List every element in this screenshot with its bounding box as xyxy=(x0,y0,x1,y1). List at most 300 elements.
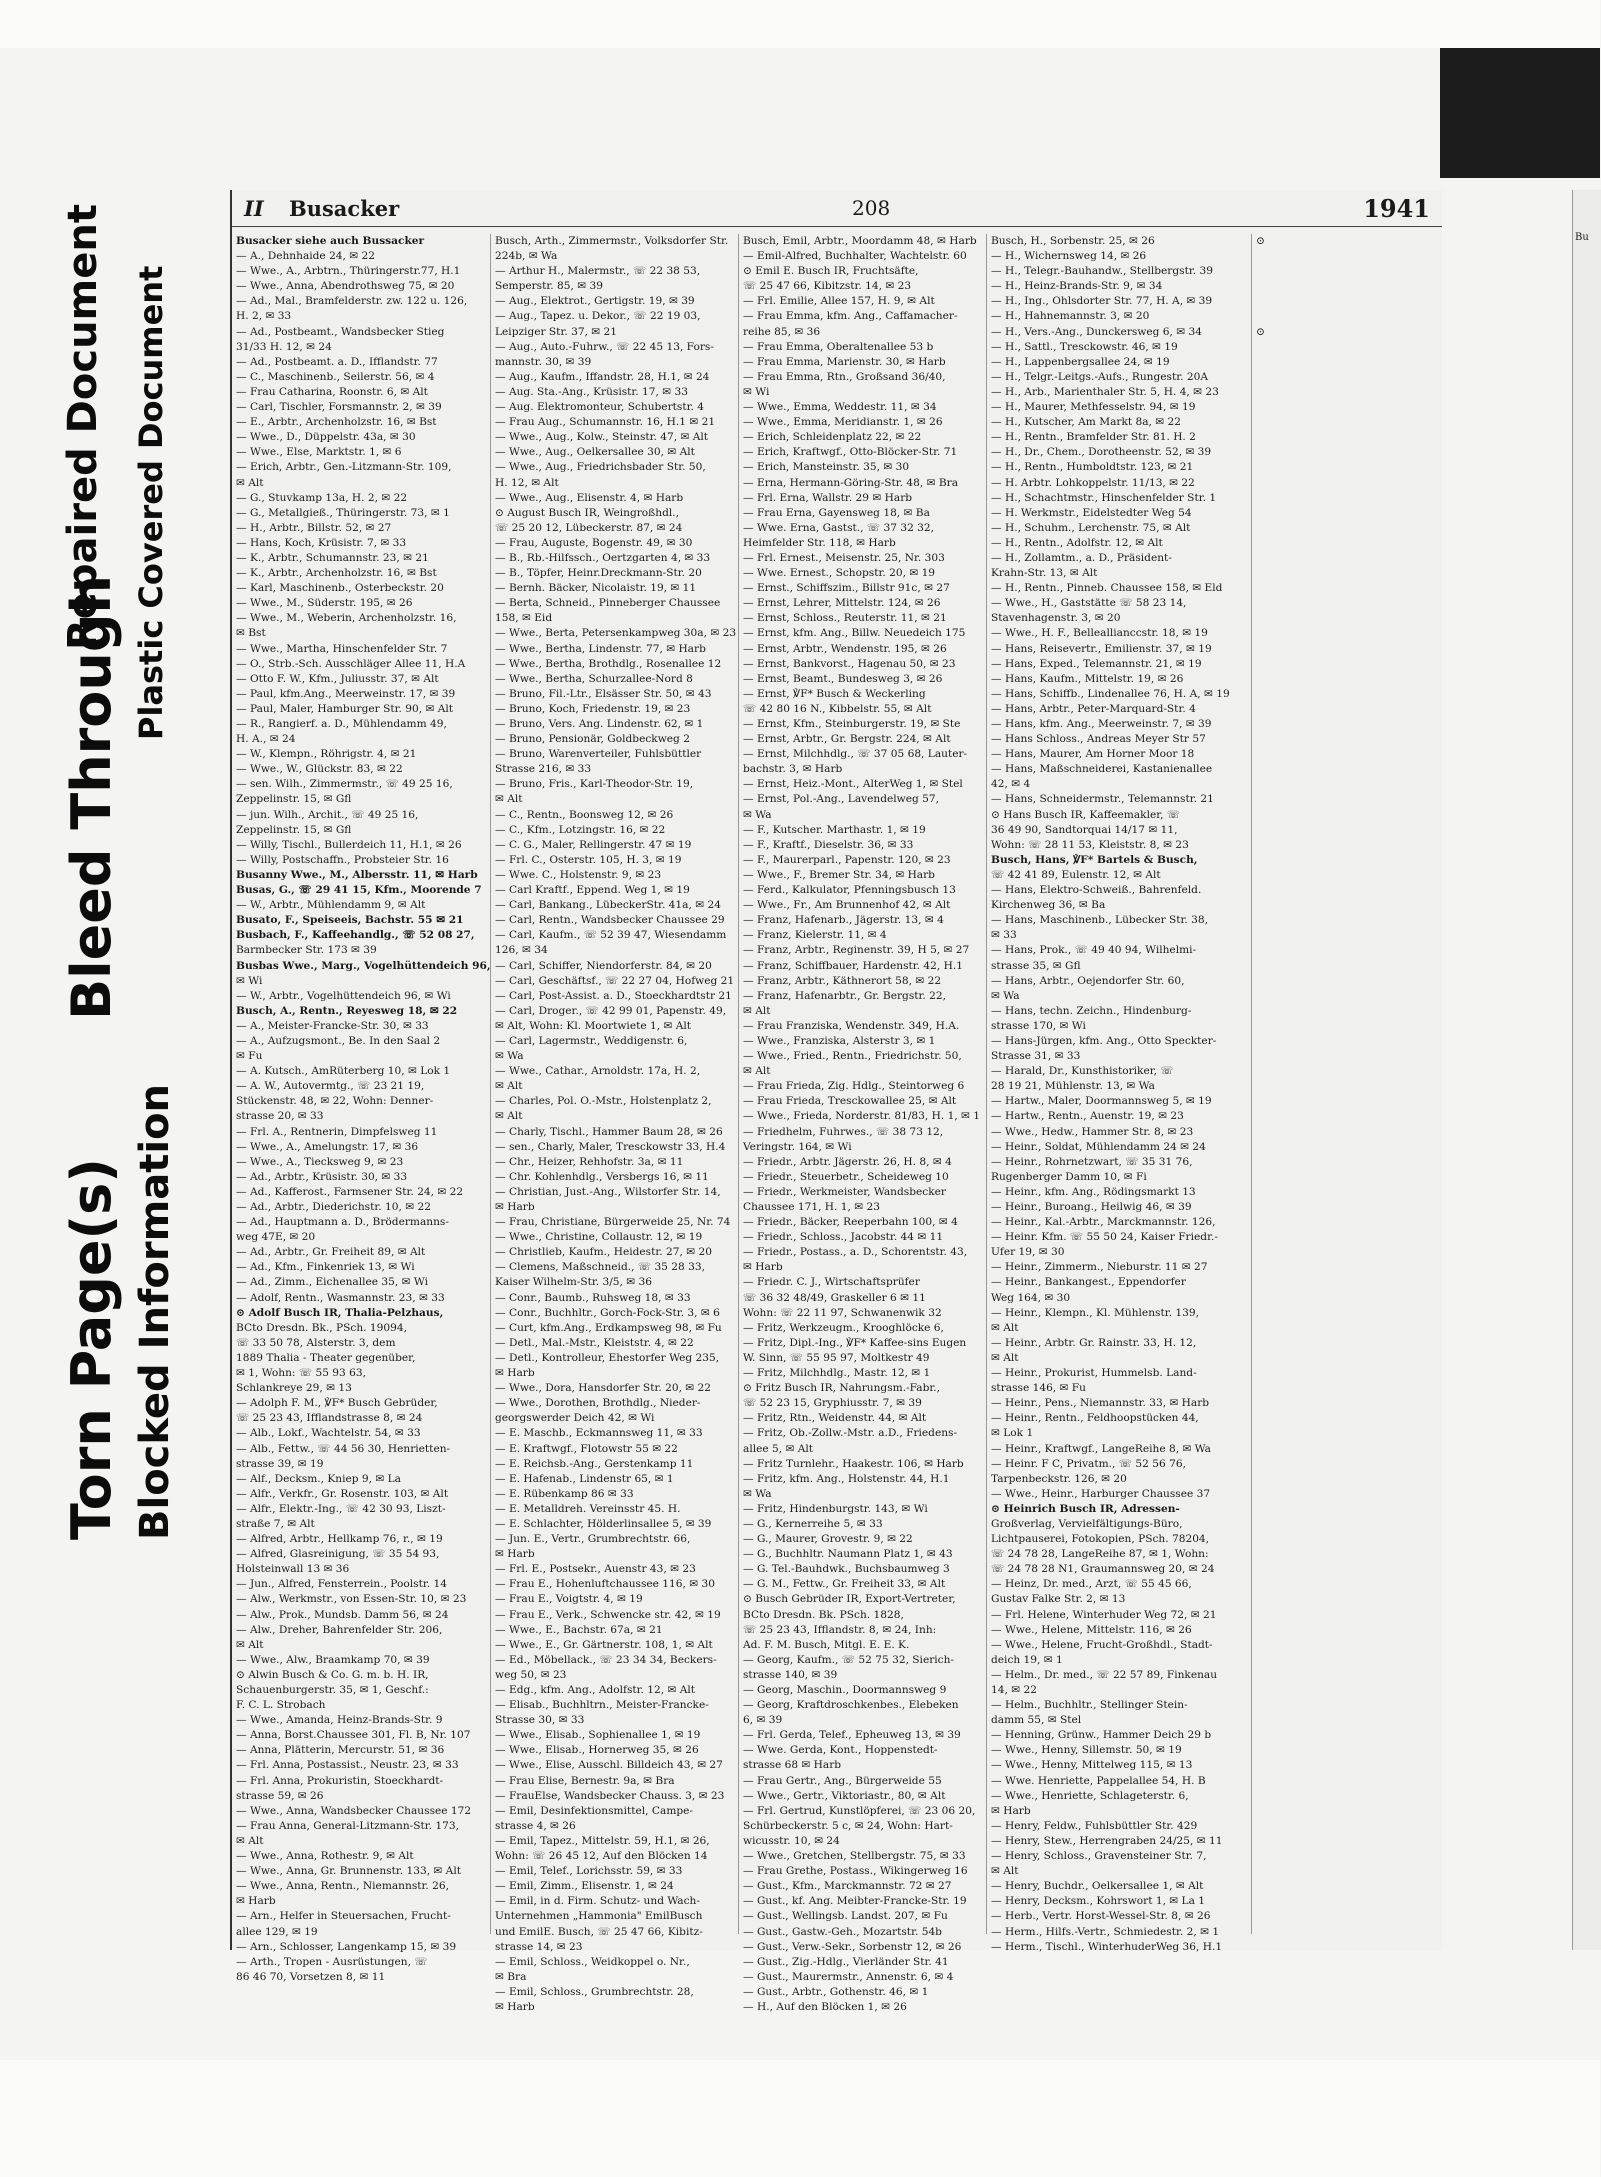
directory-entry: — Detl., Kontrolleur, Ehestorfer Weg 235, xyxy=(495,1351,720,1364)
directory-entry: — Conr., Baumb., Ruhsweg 18, ✉ 33 xyxy=(495,1291,691,1304)
directory-entry: — Wwe., Henny, Mittelweg 115, ✉ 13 xyxy=(991,1759,1193,1772)
directory-entry: — E. Metalldreh. Vereinsstr 45. H. xyxy=(495,1502,681,1515)
directory-entry: — Fritz Turnlehr., Haakestr. 106, ✉ Harb xyxy=(743,1457,964,1470)
directory-entry: — Adolf, Rentn., Wasmannstr. 23, ✉ 33 xyxy=(236,1291,445,1304)
directory-entry: Schlankreye 29, ✉ 13 xyxy=(236,1382,352,1395)
directory-entry: Lichtpauserei, Fotokopien, PSch. 78204, xyxy=(991,1533,1210,1546)
directory-entry: — Heinr., Klempn., Kl. Mühlenstr. 139, xyxy=(991,1306,1199,1319)
directory-entry: — Adolph F. M., ℣F* Busch Gebrüder, xyxy=(236,1397,438,1410)
directory-entry: Busch, Arth., Zimmermstr., Volksdorfer Str. xyxy=(495,235,729,247)
directory-entry: — Carl, Geschäftsf., ☏ 22 27 04, Hofweg 21 xyxy=(495,974,735,987)
directory-entry: — G. M., Fettw., Gr. Freiheit 33, ✉ Alt xyxy=(743,1578,946,1591)
directory-entry: — Wwe., E., Bachstr. 67a, ✉ 21 xyxy=(495,1623,663,1636)
directory-entry: Semperstr. 85, ✉ 39 xyxy=(495,280,603,293)
directory-entry: — Heinr. F C, Privatm., ☏ 52 56 76, xyxy=(991,1457,1186,1470)
directory-entry: — Hans, Maßschneiderei, Kastanienallee xyxy=(991,763,1213,776)
directory-entry: — Georg, Kaufm., ☏ 52 75 32, Sierich- xyxy=(743,1653,955,1666)
directory-entry: — Gust., Zig.-Hdlg., Vierländer Str. 41 xyxy=(743,1955,949,1968)
directory-entry: — Frau Catharina, Roonstr. 6, ✉ Alt xyxy=(236,385,428,398)
directory-entry: — Georg, Kraftdroschkenbes., Elebeken xyxy=(743,1699,959,1712)
directory-entry: — sen. Wilh., Zimmermstr., ☏ 49 25 16, xyxy=(236,778,453,791)
directory-entry: ☏ 25 23 43, Ifflandstrasse 8, ✉ 24 xyxy=(236,1412,423,1425)
directory-entry: — Ernst, Kfm., Steinburgerstr. 19, ✉ Ste xyxy=(743,718,961,730)
directory-entry: ✉ Bra xyxy=(495,1970,527,1983)
directory-entry: — Wwe. Henriette, Pappelallee 54, H. B xyxy=(991,1774,1206,1787)
directory-entry: — Hans, techn. Zeichn., Hindenburg- xyxy=(991,1004,1192,1017)
directory-entry: ⊙ xyxy=(1256,325,1265,338)
directory-entry: Heimfelder Str. 118, ✉ Harb xyxy=(743,536,896,549)
directory-entry: — H., Rentn., Bramfelder Str. 81. H. 2 xyxy=(991,431,1196,444)
directory-entry: — Alfr., Elektr.-Ing., ☏ 42 30 93, Liszt- xyxy=(236,1502,446,1515)
directory-entry: — Ernst, Heiz.-Mont., AlterWeg 1, ✉ Stel xyxy=(743,778,963,791)
directory-entry xyxy=(1256,309,1437,324)
directory-entry: — Wwe., Bertha, Lindenstr. 77, ✉ Harb xyxy=(495,642,706,655)
directory-entry: — Frl. Ernest., Meisenstr. 25, Nr. 303 xyxy=(743,551,945,564)
directory-entry: — Ferd., Kalkulator, Pfenningsbusch 13 xyxy=(743,884,956,897)
directory-entry: — H., Kutscher, Am Markt 8a, ✉ 22 xyxy=(991,416,1182,429)
scan-bottom-margin xyxy=(0,2060,1600,2177)
bleed-through-label: Bleed Through xyxy=(60,575,123,1020)
directory-entry: — Henry, Stew., Herrengraben 24/25, ✉ 11 xyxy=(991,1834,1223,1847)
directory-entry: — Wwe., Dora, Hansdorfer Str. 20, ✉ 22 xyxy=(495,1382,712,1395)
directory-entry: Busacker siehe auch Bussacker xyxy=(236,235,425,247)
directory-entry: — B., Rb.-Hilfssch., Oertzgarten 4, ✉ 33 xyxy=(495,551,711,564)
directory-entry: damm 55, ✉ Stel xyxy=(991,1714,1082,1727)
directory-entry: — W., Arbtr., Mühlendamm 9, ✉ Alt xyxy=(236,899,426,912)
directory-entry: weg 47E, ✉ 20 xyxy=(236,1231,316,1244)
directory-entry: — Heinz, Dr. med., Arzt, ☏ 55 45 66, xyxy=(991,1578,1192,1591)
directory-entry: ✉ Wi xyxy=(236,974,263,987)
directory-entry: — Erich, Kraftwgf., Otto-Blöcker-Str. 71 xyxy=(743,446,958,459)
directory-entry: — Ad., Arbtr., Gr. Freiheit 89, ✉ Alt xyxy=(236,1246,426,1259)
directory-entry: ✉ 33 xyxy=(991,929,1017,942)
directory-entry: — Wwe., M., Süderstr. 195, ✉ 26 xyxy=(236,597,413,610)
directory-entry: — Henry, Feldw., Fuhlsbüttler Str. 429 xyxy=(991,1819,1198,1832)
directory-entry: — G., Kernerreihe 5, ✉ 33 xyxy=(743,1517,883,1530)
directory-entry: — Emil, in d. Firm. Schutz- und Wach- xyxy=(495,1895,700,1908)
directory-entry: ⊙ Alwin Busch & Co. G. m. b. H. IR, xyxy=(236,1668,429,1681)
directory-entry: ✉ Alt xyxy=(236,1834,264,1847)
directory-entry: — Ernst., Schiffszim., Billstr 91c, ✉ 27 xyxy=(743,582,950,595)
directory-entry: 36 49 90, Sandtorquai 14/17 ✉ 11, xyxy=(991,823,1178,836)
directory-entry: — Ad., Arbtr., Diederichstr. 10, ✉ 22 xyxy=(236,1201,431,1213)
directory-entry: — Wwe., Heinr., Harburger Chaussee 37 xyxy=(991,1487,1211,1500)
directory-entry: BCto Dresdn. Bk. PSch. 1828, xyxy=(743,1608,904,1621)
directory-entry: Ufer 19, ✉ 30 xyxy=(991,1246,1065,1259)
directory-entry: — Fritz, Werkzeugm., Krooghlöcke 6, xyxy=(743,1321,944,1334)
directory-entry: Busch, Hans, ℣F* Bartels & Busch, xyxy=(991,853,1198,866)
directory-entry: strasse 39, ✉ 19 xyxy=(236,1457,324,1470)
directory-entry: — Bruno, Vers. Ang. Lindenstr. 62, ✉ 1 xyxy=(495,718,704,730)
directory-entry: — Ernst, Bankvorst., Hagenau 50, ✉ 23 xyxy=(743,657,956,670)
directory-entry: — Frau, Christiane, Bürgerweide 25, Nr. 74 xyxy=(495,1216,731,1229)
directory-entry: — Gust., Verw.-Sekr., Sorbenstr 12, ✉ 26 xyxy=(743,1940,962,1953)
directory-entry: — H., Heinz-Brands-Str. 9, ✉ 34 xyxy=(991,280,1163,293)
directory-entry: — Aug., Tapez. u. Dekor., ☏ 22 19 03, xyxy=(495,310,701,323)
directory-entry: — W., Arbtr., Vogelhüttendeich 96, ✉ Wi xyxy=(236,989,451,1002)
directory-entry: Rugenberger Damm 10, ✉ Fi xyxy=(991,1170,1147,1183)
directory-entry: ✉ Harb xyxy=(495,1548,535,1561)
directory-entry: — FrauElse, Wandsbecker Chauss. 3, ✉ 23 xyxy=(495,1789,725,1802)
directory-entry: — Heinr., Arbtr. Gr. Rainstr. 33, H. 12, xyxy=(991,1336,1197,1349)
directory-entry: ✉ Alt xyxy=(743,1065,771,1078)
directory-entry: — H., Rentn., Adolfstr. 12, ✉ Alt xyxy=(991,536,1163,549)
directory-entry: — F., Kutscher. Marthastr. 1, ✉ 19 xyxy=(743,823,926,836)
directory-entry: — Wwe., Elise, Ausschl. Billdeich 43, ✉ 27 xyxy=(495,1759,723,1772)
directory-entry: strasse 68 ✉ Harb xyxy=(743,1759,842,1772)
directory-entry: — Bruno, Fil.-Ltr., Elsässer Str. 50, ✉ 43 xyxy=(495,687,712,700)
directory-entry: 126, ✉ 34 xyxy=(495,944,548,957)
directory-entry: — Wwe., Anna, Wandsbecker Chaussee 172 xyxy=(236,1804,472,1817)
directory-entry: — Wwe. Gerda, Kont., Hoppenstedt- xyxy=(743,1744,938,1757)
directory-entry: — Alf., Decksm., Kniep 9, ✉ La xyxy=(236,1472,401,1485)
directory-entry: — Wwe., Aug., Kolw., Steinstr. 47, ✉ Alt xyxy=(495,431,709,444)
directory-entry: — Wwe., Emma, Meridianstr. 1, ✉ 26 xyxy=(743,416,943,429)
directory-entry: ✉ Harb xyxy=(495,1201,535,1213)
directory-entry: — Alw., Werkmstr., von Essen-Str. 10, ✉ 23 xyxy=(236,1593,467,1606)
directory-entry: — Ad., Postbeamt., Wandsbecker Stieg xyxy=(236,325,445,338)
directory-entry: — Wwe., Cathar., Arnoldstr. 17a, H. 2, xyxy=(495,1065,701,1078)
directory-entry: ✉ Harb xyxy=(495,2000,535,2013)
directory-entry: — Emil, Tapez., Mittelstr. 59, H.1, ✉ 26, xyxy=(495,1834,710,1847)
directory-entry: — Erich, Arbtr., Gen.-Litzmann-Str. 109, xyxy=(236,461,452,474)
directory-entry: — Wwe., Gretchen, Stellbergstr. 75, ✉ 33 xyxy=(743,1850,966,1863)
condition-labels xyxy=(60,204,230,1720)
directory-entry: weg 50, ✉ 23 xyxy=(495,1668,567,1681)
directory-entry: Tarpenbeckstr. 126, ✉ 20 xyxy=(991,1472,1127,1485)
directory-entry: ⊙ Busch Gebrüder IR, Export-Vertreter, xyxy=(743,1593,956,1606)
directory-entry: — Friedr., Postass., a. D., Schorentstr. 43, xyxy=(743,1246,968,1259)
directory-entry: — G., Metallgieß., Thüringerstr. 73, ✉ 1 xyxy=(236,506,450,519)
directory-entry: — Frau Erna, Gayensweg 18, ✉ Ba xyxy=(743,506,930,519)
directory-entry: strasse 20, ✉ 33 xyxy=(236,1110,324,1123)
directory-entry: — E. Reichsb.-Ang., Gerstenkamp 11 xyxy=(495,1457,694,1470)
directory-entry: reihe 85, ✉ 36 xyxy=(743,325,821,338)
directory-entry: — Wwe., Christine, Collaustr. 12, ✉ 19 xyxy=(495,1231,703,1244)
directory-entry: ✉ Wa xyxy=(743,808,772,821)
directory-entry: — Wwe., Martha, Hinschenfelder Str. 7 xyxy=(236,642,448,655)
directory-entry: — Wwe., A., Amelungstr. 17, ✉ 36 xyxy=(236,1140,419,1153)
directory-entry: — Frau Frieda, Tresckowallee 25, ✉ Alt xyxy=(743,1095,957,1108)
directory-entry: — Wwe., Dorothen, Brothdlg., Nieder- xyxy=(495,1397,701,1410)
directory-entry: — Emil, Schloss., Weidkoppel o. Nr., xyxy=(495,1955,690,1968)
directory-entry: Gustav Falke Str. 2, ✉ 13 xyxy=(991,1593,1126,1606)
directory-entry: — K., Arbtr., Schumannstr. 23, ✉ 21 xyxy=(236,551,429,564)
directory-entry: — Wwe., M., Weberin, Archenholzstr. 16, xyxy=(236,612,457,625)
directory-entry: Busas, G., ☏ 29 41 15, Kfm., Moorende 7 xyxy=(236,884,482,897)
directory-entry: — Heinr., Rohrnetzwart, ☏ 35 31 76, xyxy=(991,1155,1193,1168)
directory-entry: — Alfred, Arbtr., Hellkamp 76, r., ✉ 19 xyxy=(236,1533,443,1546)
directory-entry: — H., Rentn., Humboldtstr. 123, ✉ 21 xyxy=(991,461,1194,474)
directory-entry: Veringstr. 164, ✉ Wi xyxy=(743,1140,852,1153)
directory-entry: — Ad., Hauptmann a. D., Brödermanns- xyxy=(236,1216,449,1229)
directory-entry: — Christian, Just.-Ang., Wilstorfer Str. 14, xyxy=(495,1185,721,1198)
directory-entry: — H., Wichernsweg 14, ✉ 26 xyxy=(991,250,1147,263)
scanner-black-tab xyxy=(1440,48,1600,178)
directory-entry: — Wwe. Ernest., Schopstr. 20, ✉ 19 xyxy=(743,567,936,580)
directory-entry: mannstr. 30, ✉ 39 xyxy=(495,355,592,368)
directory-entry: — Ernst, Milchhdlg., ☏ 37 05 68, Lauter- xyxy=(743,748,968,761)
directory-entry: Zeppelinstr. 15, ✉ Gfl xyxy=(236,793,352,806)
directory-entry: allee 129, ✉ 19 xyxy=(236,1925,318,1938)
directory-entry: — Christlieb, Kaufm., Heidestr. 27, ✉ 20 xyxy=(495,1246,712,1259)
directory-entry: — C., Maschinenb., Seilerstr. 56, ✉ 4 xyxy=(236,370,435,383)
directory-entry: — Carl, Bankang., LübeckerStr. 41a, ✉ 24 xyxy=(495,899,721,912)
directory-entry: — Erich, Schleidenplatz 22, ✉ 22 xyxy=(743,431,922,444)
directory-entry: — Aug., Elektrot., Gertigstr. 19, ✉ 39 xyxy=(495,295,695,308)
directory-entry: Strasse 31, ✉ 33 xyxy=(991,1050,1081,1063)
directory-entry: — E. Schlachter, Hölderlinsallee 5, ✉ 39 xyxy=(495,1517,712,1530)
directory-entry: Busanny Wwe., M., Albersstr. 11, ✉ Harb xyxy=(236,868,478,881)
directory-entry: — Hans, Reisevertr., Emilienstr. 37, ✉ 19 xyxy=(991,642,1212,655)
directory-entry: ✉ Bst xyxy=(236,627,266,640)
directory-entry: — Hans, Schneidermstr., Telemannstr. 21 xyxy=(991,793,1214,806)
directory-entry: — Wwe., Franziska, Alsterstr 3, ✉ 1 xyxy=(743,1034,936,1047)
directory-entry: — Emil, Schloss., Grumbrechtstr. 28, xyxy=(495,1985,694,1998)
directory-entry: strasse 146, ✉ Fu xyxy=(991,1382,1086,1395)
directory-entry: Weg 164, ✉ 30 xyxy=(991,1291,1071,1304)
directory-entry: — Alw., Prok., Mundsb. Damm 56, ✉ 24 xyxy=(236,1608,449,1621)
directory-entry xyxy=(1256,294,1437,309)
directory-entry: — O., Strb.-Sch. Ausschläger Allee 11, H.A xyxy=(236,657,466,670)
directory-entry: — H., Arb., Marienthaler Str. 5, H. 4, ✉ 23 xyxy=(991,385,1219,398)
directory-entry: — Hartw., Maler, Doormannsweg 5, ✉ 19 xyxy=(991,1095,1212,1108)
directory-entry: 28 19 21, Mühlenstr. 13, ✉ Wa xyxy=(991,1080,1155,1093)
directory-entry: — Frl. A., Rentnerin, Dimpfelsweg 11 xyxy=(236,1125,438,1138)
directory-entry: — Frau Anna, General-Litzmann-Str. 173, xyxy=(236,1819,459,1832)
directory-entry: ✉ Harb xyxy=(991,1804,1031,1817)
directory-entry: — Wwe., Frieda, Norderstr. 81/83, H. 1, ✉ 1 xyxy=(743,1110,981,1123)
directory-entry: — H., Auf den Blöcken 1, ✉ 26 xyxy=(743,2000,907,2013)
directory-entry: — Emil-Alfred, Buchhalter, Wachtelstr. 60 xyxy=(743,250,967,263)
directory-entry: — Aug. Elektromonteur, Schubertstr. 4 xyxy=(495,401,704,414)
directory-entry: — Gust., Gastw.-Geh., Mozartstr. 54b xyxy=(743,1925,942,1938)
directory-entry: — Conr., Buchhltr., Gorch-Fock-Str. 3, ✉ 6 xyxy=(495,1306,720,1319)
directory-entry: — Wwe., Anna, Rothestr. 9, ✉ Alt xyxy=(236,1850,414,1863)
directory-entry: — H., Zollamtm., a. D., Präsident- xyxy=(991,551,1172,564)
directory-entry: 224b, ✉ Wa xyxy=(495,250,558,263)
directory-entry: — Hans, Elektro-Schweiß., Bahrenfeld. xyxy=(991,884,1202,897)
directory-entry: ✉ Alt xyxy=(236,1638,264,1651)
directory-entry: — Fritz, Rtn., Weidenstr. 44, ✉ Alt xyxy=(743,1412,927,1425)
directory-entry: 6, ✉ 39 xyxy=(743,1714,783,1727)
directory-entry: — Alw., Dreher, Bahrenfelder Str. 206, xyxy=(236,1623,443,1636)
directory-entry xyxy=(1256,279,1437,294)
directory-entry: — H. Werkmstr., Eidelstedter Weg 54 xyxy=(991,506,1192,519)
directory-entry: — Frl. Gertrud, Kunstlöpferei, ☏ 23 06 20, xyxy=(743,1804,976,1817)
directory-entry: — Ad., Kfm., Finkenriek 13, ✉ Wi xyxy=(236,1261,415,1274)
directory-entry: Wohn: ☏ 28 11 53, Kleiststr. 8, ✉ 23 xyxy=(991,838,1189,851)
directory-entry: — Gust., kf. Ang. Meibter-Francke-Str. 19 xyxy=(743,1895,967,1908)
directory-entry: — Heinr., Buroang., Heilwig 46, ✉ 39 xyxy=(991,1201,1192,1213)
directory-entry: — Wwe., A., Tiecksweg 9, ✉ 23 xyxy=(236,1155,404,1168)
directory-entry: — Frl. Emilie, Allee 157, H. 9, ✉ Alt xyxy=(743,295,935,308)
directory-entry: — Charly, Tischl., Hammer Baum 28, ✉ 26 xyxy=(495,1125,723,1138)
directory-page xyxy=(230,190,1442,2013)
directory-entry: Unternehmen „Hammonia" EmilBusch xyxy=(495,1910,703,1923)
column-5 xyxy=(1251,234,1441,1934)
directory-entry: — Frl. Gerda, Telef., Epheuweg 13, ✉ 39 xyxy=(743,1729,961,1742)
directory-entry: ⊙ Adolf Busch IR, Thalia-Pelzhaus, xyxy=(236,1306,444,1319)
directory-entry: — Jun., Alfred, Fensterrein., Poolstr. 14 xyxy=(236,1578,447,1591)
directory-entry: ☏ 42 41 89, Eulenstr. 12, ✉ Alt xyxy=(991,868,1161,881)
directory-entry: ☏ 52 23 15, Gryphiusstr. 7, ✉ 39 xyxy=(743,1397,922,1410)
directory-entry: — Wwe., Bertha, Schurzallee-Nord 8 xyxy=(495,672,693,685)
directory-entry: deich 19, ✉ 1 xyxy=(991,1653,1063,1666)
plastic-covered-label: Plastic Covered Document xyxy=(132,265,170,740)
directory-entry: — Hans, Prok., ☏ 49 40 94, Wilhelmi- xyxy=(991,944,1197,957)
directory-entry: — Heinr., Bankangest., Eppendorfer xyxy=(991,1276,1186,1289)
directory-entry: — Otto F. W., Kfm., Juliusstr. 37, ✉ Alt xyxy=(236,672,439,685)
directory-entry: — A., Meister-Francke-Str. 30, ✉ 33 xyxy=(236,1019,429,1032)
directory-entry: — Arn., Schlosser, Langenkamp 15, ✉ 39 xyxy=(236,1940,457,1953)
directory-entry: — Erich, Mansteinstr. 35, ✉ 30 xyxy=(743,461,910,474)
directory-entry: — H., Dr., Chem., Dorotheenstr. 52, ✉ 39 xyxy=(991,446,1212,459)
directory-entry: — Franz, Hafenarbtr., Gr. Bergstr. 22, xyxy=(743,989,946,1002)
directory-entry: — Gust., Wellingsb. Landst. 207, ✉ Fu xyxy=(743,1910,948,1923)
directory-entry: — A. Kutsch., AmRüterberg 10, ✉ Lok 1 xyxy=(236,1065,451,1078)
directory-entry: — H. Arbtr. Lohkoppelstr. 11/13, ✉ 22 xyxy=(991,476,1195,489)
directory-entry: ☏ 24 78 28, LangeReihe 87, ✉ 1, Wohn: xyxy=(991,1548,1209,1561)
directory-entry: — Bernh. Bäcker, Nicolaistr. 19, ✉ 11 xyxy=(495,582,697,595)
column-2 xyxy=(490,234,737,2013)
page-header xyxy=(232,190,1442,227)
directory-entry: — Hans, kfm. Ang., Meerweinstr. 7, ✉ 39 xyxy=(991,718,1212,730)
directory-entry: — Fritz, Hindenburgstr. 143, ✉ Wi xyxy=(743,1502,928,1515)
directory-entry: — Aug., Auto.-Fuhrw., ☏ 22 45 13, Fors- xyxy=(495,340,714,353)
directory-entry: — Hans, Arbtr., Oejendorfer Str. 60, xyxy=(991,974,1185,987)
directory-entry: — Heinr., Kraftwgf., LangeReihe 8, ✉ Wa xyxy=(991,1442,1211,1455)
directory-entry: Schauenburgerstr. 35, ✉ 1, Geschf.: xyxy=(236,1684,429,1696)
directory-entry: — Bruno, Koch, Friedenstr. 19, ✉ 23 xyxy=(495,702,691,715)
directory-entry: — Charles, Pol. O.-Mstr., Holstenplatz 2, xyxy=(495,1095,712,1108)
directory-entry: und EmilE. Busch, ☏ 25 47 66, Kibitz- xyxy=(495,1925,703,1938)
directory-entry: Busbach, F., Kaffeehandlg., ☏ 52 08 27, xyxy=(236,929,475,942)
directory-entry: — Alfr., Verkfr., Gr. Rosenstr. 103, ✉ Alt xyxy=(236,1487,449,1500)
directory-entry: ✉ Wa xyxy=(991,989,1020,1002)
directory-entry: — Gust., Kfm., Marckmannstr. 72 ✉ 27 xyxy=(743,1880,952,1893)
directory-entry: ☏ 25 47 66, Kibitzstr. 14, ✉ 23 xyxy=(743,280,912,293)
directory-entry: — Heinr., Soldat, Mühlendamm 24 ✉ 24 xyxy=(991,1140,1206,1153)
directory-entry: ☏ 25 20 12, Lübeckerstr. 87, ✉ 24 xyxy=(495,521,683,534)
directory-entry: — Carl, Schiffer, Niendorferstr. 84, ✉ 20 xyxy=(495,959,712,972)
directory-entry: — Herm., Tischl., WinterhuderWeg 36, H.1 xyxy=(991,1940,1223,1953)
directory-entry: — Carl, Rentn., Wandsbecker Chaussee 29 xyxy=(495,914,725,927)
directory-entry: Wohn: ☏ 26 45 12, Auf den Blöcken 14 xyxy=(495,1850,708,1863)
directory-entry: Großverlag, Vervielfältigungs-Büro, xyxy=(991,1517,1183,1530)
directory-entry: — Chr. Kohlenhdlg., Versbergs 16, ✉ 11 xyxy=(495,1170,709,1183)
directory-entry: — Helm., Buchhltr., Stellinger Stein- xyxy=(991,1699,1188,1712)
directory-entry: ⊙ August Busch IR, Weingroßhdl., xyxy=(495,506,679,519)
directory-entry: — Alb., Fettw., ☏ 44 56 30, Henrietten- xyxy=(236,1442,451,1455)
directory-entry: — Frau Franziska, Wendenstr. 349, H.A. xyxy=(743,1019,960,1032)
directory-entry: — Wwe. Erna, Gastst., ☏ 37 32 32, xyxy=(743,521,935,534)
directory-entry: — Heinr., Rentn., Feldhoopstücken 44, xyxy=(991,1412,1199,1425)
directory-entry: 158, ✉ Eid xyxy=(495,612,553,625)
directory-entry: strasse 170, ✉ Wi xyxy=(991,1019,1086,1032)
directory-entry: W. Sinn, ☏ 55 95 97, Moltkestr 49 xyxy=(743,1351,930,1364)
directory-entry: — Erna, Hermann-Göring-Str. 48, ✉ Bra xyxy=(743,476,959,489)
directory-entry: — Frau Aug., Schumannstr. 16, H.1 ✉ 21 xyxy=(495,416,716,429)
directory-entry: — Wwe. C., Holstenstr. 9, ✉ 23 xyxy=(495,868,662,881)
directory-entry: — G., Buchhltr. Naumann Platz 1, ✉ 43 xyxy=(743,1548,953,1561)
directory-entry: — Carl, Droger., ☏ 42 99 01, Papenstr. 49, xyxy=(495,1004,727,1017)
directory-entry: allee 5, ✉ Alt xyxy=(743,1442,814,1455)
directory-entry: — Friedr., Werkmeister, Wandsbecker xyxy=(743,1185,946,1198)
directory-entry: — E. Rübenkamp 86 ✉ 33 xyxy=(495,1487,634,1500)
directory-entry: Chaussee 171, H. 1, ✉ 23 xyxy=(743,1201,880,1213)
directory-entry: — Wwe., Fried., Rentn., Friedrichstr. 50, xyxy=(743,1050,962,1063)
directory-entry: ✉ Alt xyxy=(495,1110,523,1123)
directory-entry: Kirchenweg 36, ✉ Ba xyxy=(991,899,1106,912)
directory-entry: — Alfred, Glasreinigung, ☏ 35 54 93, xyxy=(236,1548,440,1561)
page-number: 208 xyxy=(852,196,891,220)
directory-entry: — Fritz, Ob.-Zollw.-Mstr. a.D., Friedens- xyxy=(743,1427,958,1440)
directory-entry: Busato, F., Speiseeis, Bachstr. 55 ✉ 21 xyxy=(236,914,464,927)
directory-entry: — Ad., Postbeamt. a. D., Ifflandstr. 77 xyxy=(236,355,438,368)
directory-entry: — Frl. C., Osterstr. 105, H. 3, ✉ 19 xyxy=(495,853,682,866)
directory-entry: — Wwe., Berta, Petersenkampweg 30a, ✉ 23 xyxy=(495,627,737,640)
directory-entry: — Ernst, Pol.-Ang., Lavendelweg 57, xyxy=(743,793,939,806)
directory-entry: — Wwe., D., Düppelstr. 43a, ✉ 30 xyxy=(236,431,416,444)
directory-entry: Ad. F. M. Busch, Mitgl. E. E. K. xyxy=(743,1638,910,1651)
directory-entry: — G., Maurer, Grovestr. 9, ✉ 22 xyxy=(743,1533,913,1546)
directory-entry: Zeppelinstr. 15, ✉ Gfl xyxy=(236,823,352,836)
directory-entry: ✉ Alt, Wohn: Kl. Moortwiete 1, ✉ Alt xyxy=(495,1019,691,1032)
directory-entry: — Franz, Kielerstr. 11, ✉ 4 xyxy=(743,929,887,942)
directory-entry: — Elisab., Buchhltrn., Meister-Francke- xyxy=(495,1699,709,1712)
directory-entry xyxy=(1256,264,1437,279)
directory-entry: — Ernst, Beamt., Bundesweg 3, ✉ 26 xyxy=(743,672,943,685)
directory-entry: — Gust., Maurermstr., Annenstr. 6, ✉ 4 xyxy=(743,1970,954,1983)
directory-entry: — Ernst, Schloss., Reuterstr. 11, ✉ 21 xyxy=(743,612,947,625)
directory-entry: — Georg, Maschin., Doormannsweg 9 xyxy=(743,1684,947,1696)
directory-entry: Barmbecker Str. 173 ✉ 39 xyxy=(236,944,377,957)
directory-entry: BCto Dresdn. Bk., PSch. 19094, xyxy=(236,1321,407,1334)
directory-entry: ⊙ Hans Busch IR, Kaffeemakler, ☏ xyxy=(991,808,1181,821)
directory-entry: — H., Schachtmstr., Hinschenfelder Str. 1 xyxy=(991,491,1217,504)
directory-entry: ☏ 24 78 28 N1, Graumannsweg 20, ✉ 24 xyxy=(991,1563,1215,1576)
directory-entry: — Ad., Kafferost., Farmsener Str. 24, ✉ 22 xyxy=(236,1185,464,1198)
directory-entry: Busch, H., Sorbenstr. 25, ✉ 26 xyxy=(991,235,1155,247)
directory-entry: — Frau Elise, Bernestr. 9a, ✉ Bra xyxy=(495,1774,675,1787)
directory-entry: — Wwe., Anna, Rentn., Niemannstr. 26, xyxy=(236,1880,449,1893)
directory-entry: ✉ Alt xyxy=(236,476,264,489)
directory-entry: — Ernst, ℣F* Busch & Weckerling xyxy=(743,687,926,700)
directory-entry: — Fritz, Dipl.-Ing., ℣F* Kaffee-sins Eugen xyxy=(743,1336,967,1349)
scan-top-margin xyxy=(0,0,1600,48)
directory-entry: — Hans, Maurer, Am Horner Moor 18 xyxy=(991,748,1195,761)
directory-entry: Busbas Wwe., Marg., Vogelhüttendeich 96, xyxy=(236,959,491,972)
directory-entry: — Emil, Telef., Lorichsstr. 59, ✉ 33 xyxy=(495,1865,683,1878)
directory-entry: — Friedr., Steuerbetr., Scheideweg 10 xyxy=(743,1170,949,1183)
directory-entry: ✉ Wi xyxy=(743,385,770,398)
directory-entry: — H., Arbtr., Billstr. 52, ✉ 27 xyxy=(236,521,392,534)
directory-entry: Holsteinwall 13 ✉ 36 xyxy=(236,1563,350,1576)
directory-entry: — Frau Emma, Marienstr. 30, ✉ Harb xyxy=(743,355,946,368)
directory-entry: — Friedr. C. J., Wirtschaftsprüfer xyxy=(743,1276,920,1289)
directory-entry: ✉ Alt xyxy=(991,1321,1019,1334)
directory-entry: — Frl. Anna, Postassist., Neustr. 23, ✉ 33 xyxy=(236,1759,459,1772)
directory-entry: — Anna, Plätterin, Mercurstr. 51, ✉ 36 xyxy=(236,1744,445,1757)
directory-entry: ✉ Alt xyxy=(991,1351,1019,1364)
directory-entry: strasse 14, ✉ 23 xyxy=(495,1940,583,1953)
listing-columns xyxy=(232,234,1442,2013)
directory-entry: — Wwe., Fr., Am Brunnenhof 42, ✉ Alt xyxy=(743,899,951,912)
directory-entry: Strasse 216, ✉ 33 xyxy=(495,763,592,776)
directory-entry: — Carl, Post-Assist. a. D., Stoeckhardtstr 21 xyxy=(495,989,732,1002)
directory-entry: — C., Kfm., Lotzingstr. 16, ✉ 22 xyxy=(495,823,666,836)
